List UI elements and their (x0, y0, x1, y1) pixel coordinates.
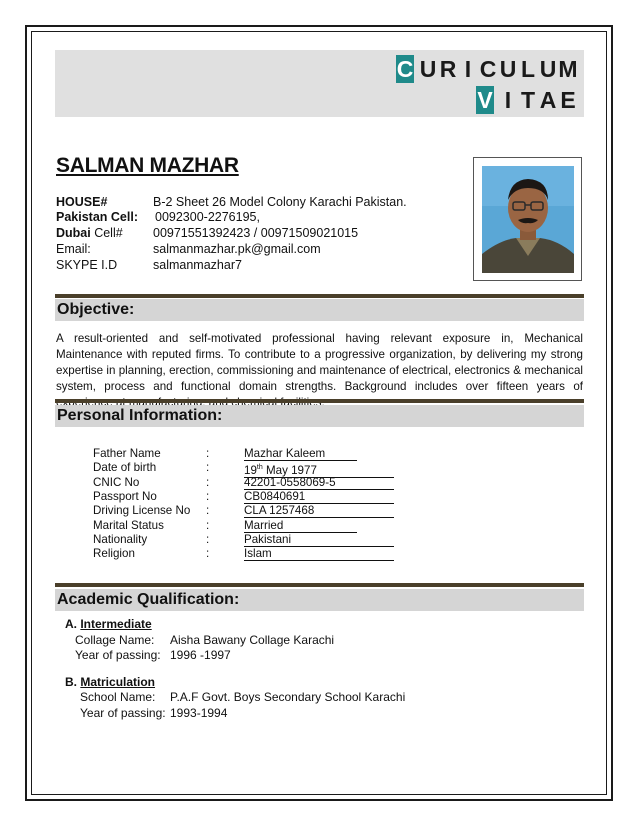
email-value: salmanmazhar.pk@gmail.com (153, 242, 321, 256)
qualification-title: B. Matriculation (65, 675, 156, 689)
contact-label: Pakistan Cell: (56, 210, 138, 224)
year-value: 1993-1994 (170, 706, 228, 720)
institution-value: P.A.F Govt. Boys Secondary School Karachi (170, 690, 406, 704)
field-value: CB0840691 (244, 490, 394, 504)
field-label: Father Name (93, 447, 161, 460)
personal-info-heading: Personal Information: (55, 405, 584, 427)
field-value: Married (244, 519, 357, 533)
contact-value: salmanmazhar7 (153, 258, 242, 272)
title-letter: I (464, 56, 472, 82)
contact-label: SKYPE I.D (56, 258, 118, 272)
title-letter: U (419, 56, 437, 82)
field-colon: : (206, 447, 210, 460)
profile-photo-frame (473, 157, 582, 281)
institution-value: Aisha Bawany Collage Karachi (170, 633, 335, 647)
field-value: 42201-0558069-5 (244, 476, 394, 490)
title-letter: V (477, 87, 493, 113)
title-letter: C (479, 56, 497, 82)
contact-value: 0092300-2276195, (155, 210, 260, 224)
title-letter: A (539, 87, 557, 113)
title-letter: U (499, 56, 517, 82)
profile-photo (482, 166, 574, 273)
qualification-title: A. Intermediate (65, 617, 152, 631)
title-letter: L (520, 56, 536, 82)
title-letter: R (439, 56, 457, 82)
field-label: Religion (93, 547, 135, 560)
institution-label: School Name: (80, 690, 156, 704)
field-value: 19th May 1977 (244, 461, 394, 478)
contact-label: Email: (56, 242, 91, 256)
field-colon: : (206, 504, 210, 517)
field-colon: : (206, 490, 210, 503)
field-colon: : (206, 476, 210, 489)
objective-text: A result-oriented and self-motivated professional having relevant exposure in, Mechanical Maintenance with reputed firms. To contribute to a progressive organization, by delivering my strong expertise in planning, erection, commissioning and maintenance of electrical, electronics & mechanical system, process and functional domain strengths. Background includes over fifteen years of (56, 332, 583, 393)
section-divider (55, 294, 584, 298)
field-value: CLA 1257468 (244, 504, 394, 518)
field-label: Driving License No (93, 504, 191, 517)
field-value: Islam (244, 547, 394, 561)
field-value: Pakistani (244, 533, 394, 547)
title-letter: I (504, 87, 512, 113)
academic-heading: Academic Qualification: (55, 589, 584, 611)
title-letter: E (560, 87, 576, 113)
section-divider (55, 399, 584, 403)
title-band (55, 50, 584, 117)
field-colon: : (206, 547, 210, 560)
objective-heading: Objective: (55, 299, 584, 321)
year-label: Year of passing: (75, 648, 161, 662)
title-letter: T (520, 87, 536, 113)
title-letter: M (558, 56, 578, 82)
section-divider (55, 583, 584, 587)
field-label: Nationality (93, 533, 148, 546)
field-colon: : (206, 533, 210, 546)
contact-value: 00971551392423 / 00971509021015 (153, 226, 359, 240)
field-colon: : (206, 519, 210, 532)
contact-label: HOUSE# (56, 195, 108, 209)
title-curiculum (396, 55, 578, 83)
field-value: Mazhar Kaleem (244, 447, 357, 461)
contact-value: B-2 Sheet 26 Model Colony Karachi Pakistan. (153, 195, 407, 209)
institution-label: Collage Name: (75, 633, 155, 647)
field-label: Passport No (93, 490, 157, 503)
title-letter: U (539, 56, 557, 82)
year-value: 1996 -1997 (170, 648, 231, 662)
field-label: Marital Status (93, 519, 164, 532)
field-label: CNIC No (93, 476, 140, 489)
title-vitae (476, 86, 578, 114)
year-label: Year of passing: (80, 706, 166, 720)
field-colon: : (206, 461, 210, 474)
title-letter: C (396, 56, 414, 82)
contact-label: Dubai Cell# (56, 226, 123, 240)
candidate-name: SALMAN MAZHAR (56, 154, 239, 177)
field-label: Date of birth (93, 461, 157, 474)
